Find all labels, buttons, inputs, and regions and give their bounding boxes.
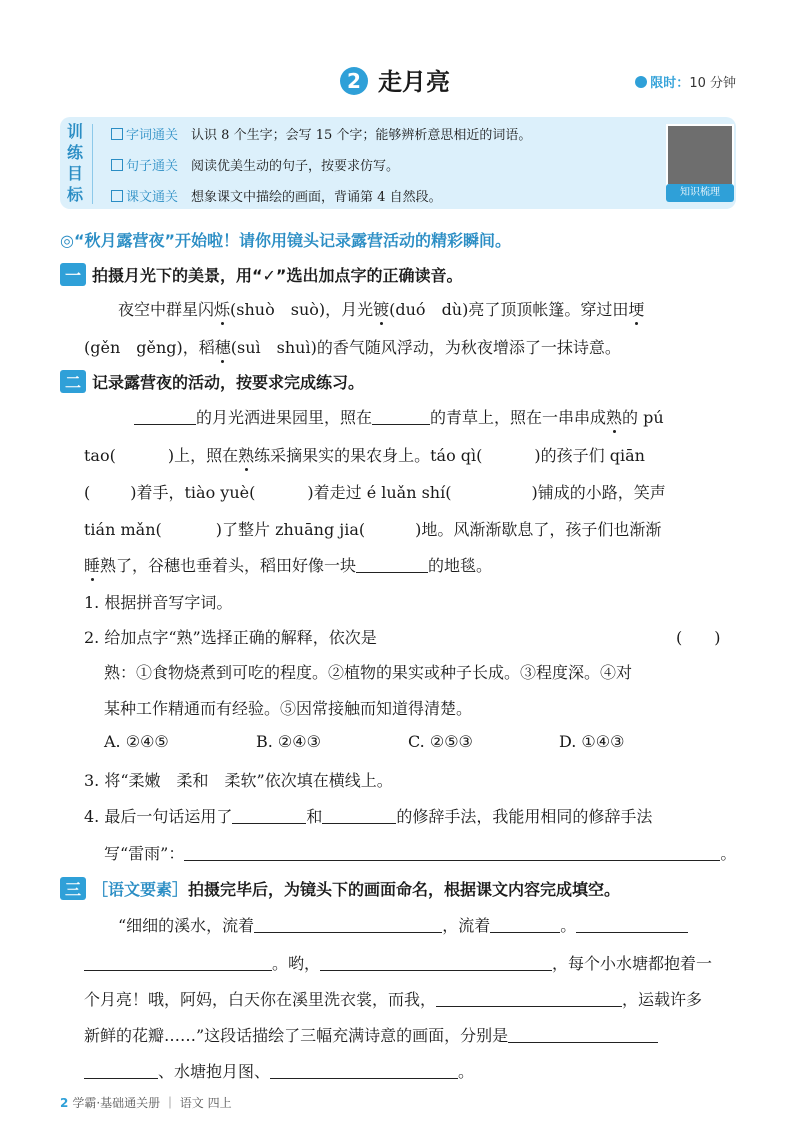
blank[interactable]	[576, 916, 688, 933]
blank[interactable]	[322, 807, 396, 824]
text: 新鲜的花瓣……”这段话描绘了三幅充满诗意的画面，分别是	[84, 1026, 509, 1045]
goal-name: 课文通关	[126, 190, 179, 205]
passage-line	[84, 553, 492, 576]
text: 的修辞手法，我能用相同的修辞手法	[396, 807, 653, 826]
section-tag: ［语文要素］	[92, 880, 189, 899]
goals-tag-char: 练	[66, 143, 83, 162]
goal-item	[111, 155, 399, 174]
passage-line	[84, 517, 661, 540]
text: 的月光洒进果园里，照在	[196, 408, 373, 427]
text: (	[84, 483, 91, 502]
text: )地。风渐渐歇息了，孩子们也渐渐	[415, 520, 662, 539]
answer-paren[interactable]: ( )	[676, 628, 721, 647]
intro-text: ◎“秋月露营夜”开始啦！请你用镜头记录露营活动的精彩瞬间。	[60, 231, 511, 250]
section-title: 拍摄月光下的美景，用“✓”选出加点字的正确读音。	[92, 266, 463, 285]
blank[interactable]	[254, 916, 442, 933]
passage-line	[84, 480, 666, 503]
text: 夜空中群星闪	[118, 300, 215, 319]
time-limit-value: 10 分钟	[689, 76, 736, 91]
goal-text: 阅读优美生动的句子，按要求仿写。	[191, 159, 400, 174]
text: (gěn gěng)，稻	[84, 338, 215, 357]
text: 4. 最后一句话运用了	[84, 807, 233, 826]
option-a[interactable]: A. ②④⑤	[104, 732, 169, 751]
section-3-line	[84, 951, 712, 974]
definition-line: 某种工作精通而有经验。⑤因常接触而知道得清楚。	[104, 699, 473, 718]
section-3-line	[118, 913, 688, 936]
text: 个月亮！哦，阿妈，白天你在溪里洗衣裳，而我，	[84, 990, 437, 1009]
text: )着走过 é luǎn shí(	[307, 483, 452, 502]
qr-code-label: 知识梳理	[666, 184, 734, 202]
text: )上，照在	[167, 446, 239, 465]
checkbox-icon	[111, 128, 123, 140]
passage-line	[134, 405, 664, 428]
section-1-heading	[60, 263, 462, 286]
blank[interactable]	[270, 1062, 458, 1079]
section-badge: 二	[60, 370, 86, 393]
section-3-line	[84, 987, 702, 1010]
option-b[interactable]: B. ②④③	[256, 732, 321, 751]
option-c[interactable]: C. ②⑤③	[408, 732, 473, 751]
text: tao(	[84, 446, 116, 465]
definition-line: 熟：①食物烧煮到可吃的程度。②植物的果实或种子长成。③程度深。④对	[104, 663, 633, 682]
dotted-char: 熟	[606, 408, 623, 427]
question-4-line-2	[104, 841, 736, 864]
blank[interactable]	[184, 844, 720, 861]
text: 的地毯。	[428, 556, 493, 575]
checkbox-icon	[111, 159, 123, 171]
text: 、水塘抱月图、	[158, 1062, 271, 1081]
text: ，运载许多	[622, 990, 703, 1009]
text: 和	[306, 807, 323, 826]
question-4	[84, 804, 652, 827]
dotted-char: 烁	[214, 300, 231, 319]
text: )着手，tiào yuè(	[130, 483, 256, 502]
blank[interactable]	[436, 990, 622, 1007]
text: 练采摘果实的果农身上。táo qì(	[254, 446, 483, 465]
question-2: 2. 给加点字“熟”选择正确的解释，依次是	[84, 628, 377, 647]
text: 。哟，	[272, 954, 321, 973]
goal-name: 句子通关	[126, 159, 179, 174]
text: (suì shuì)的香气随风浮动，为秋夜增添了一抹诗意。	[230, 338, 621, 357]
qr-code-image[interactable]	[666, 124, 734, 186]
clock-icon	[635, 76, 647, 88]
blank[interactable]	[84, 954, 272, 971]
blank[interactable]	[356, 556, 428, 573]
goal-item	[111, 124, 531, 143]
option-d[interactable]: D. ①④③	[559, 732, 625, 751]
text: ，每个小水塘都抱着一	[552, 954, 713, 973]
page-footer	[60, 1094, 232, 1111]
goal-text: 认识 8 个生字；会写 15 个字；能够辨析意思相近的词语。	[191, 128, 532, 143]
text: 。	[720, 844, 737, 863]
goals-tag-char: 标	[66, 185, 83, 204]
text: “细细的溪水，流着	[118, 916, 255, 935]
text: 的 pú	[622, 408, 664, 427]
dotted-char: 睡	[84, 556, 101, 575]
text: 的青草上，照在一串串成	[430, 408, 607, 427]
goals-divider	[92, 124, 93, 204]
goal-item	[111, 186, 442, 205]
blank[interactable]	[134, 408, 196, 425]
blank[interactable]	[508, 1026, 658, 1043]
section-title: 拍摄完毕后，为镜头下的画面命名，根据课文内容完成填空。	[188, 880, 621, 899]
text: (duó dù)亮了顶顶帐篷。穿过田	[389, 300, 629, 319]
blank[interactable]	[320, 954, 552, 971]
passage-line	[84, 443, 645, 466]
question-3: 3. 将“柔嫩 柔和 柔软”依次填在横线上。	[84, 771, 393, 790]
text: )了整片 zhuāng jia(	[215, 520, 366, 539]
section-3-heading	[60, 877, 620, 900]
text: )铺成的小路，笑声	[531, 483, 666, 502]
section-1-line	[84, 335, 621, 358]
text: ，流着	[442, 916, 491, 935]
blank[interactable]	[84, 1062, 158, 1079]
dotted-char: 穗	[214, 338, 231, 357]
time-limit	[635, 72, 736, 91]
dotted-char: 埂	[628, 300, 645, 319]
section-badge: 一	[60, 263, 86, 286]
goals-tag-char: 目	[66, 164, 83, 183]
lesson-number: 2	[340, 67, 368, 95]
training-goals-tag	[62, 121, 88, 205]
blank[interactable]	[372, 408, 430, 425]
lesson-title-text: 走月亮	[378, 68, 450, 96]
text: 写“雷雨”：	[104, 844, 185, 863]
goals-tag-char: 训	[66, 122, 83, 141]
text: 。	[458, 1062, 475, 1081]
goal-text: 想象课文中描绘的画面，背诵第 4 自然段。	[191, 190, 442, 205]
checkbox-icon	[111, 190, 123, 202]
text: 。	[560, 916, 577, 935]
page-number: 2	[60, 1096, 69, 1110]
dotted-char: 熟	[238, 446, 255, 465]
goal-name: 字词通关	[126, 128, 179, 143]
section-2-heading	[60, 370, 364, 393]
section-badge: 三	[60, 877, 86, 900]
blank[interactable]	[232, 807, 306, 824]
text: 熟了，谷穗也垂着头，稻田好像一块	[100, 556, 357, 575]
section-3-line	[84, 1059, 474, 1082]
blank[interactable]	[490, 916, 560, 933]
time-limit-label: 限时：	[650, 76, 690, 91]
section-title: 记录露营夜的活动，按要求完成练习。	[92, 373, 365, 392]
text: tián mǎn(	[84, 520, 162, 539]
section-1-line	[118, 297, 644, 320]
footer-text: 学霸·基础通关册 ｜ 语文 四上	[72, 1096, 232, 1110]
text: (shuò suò)，月光	[230, 300, 374, 319]
dotted-char: 镀	[373, 300, 390, 319]
text: )的孩子们 qiān	[534, 446, 645, 465]
question-1: 1. 根据拼音写字词。	[84, 593, 233, 612]
section-3-line	[84, 1023, 658, 1046]
